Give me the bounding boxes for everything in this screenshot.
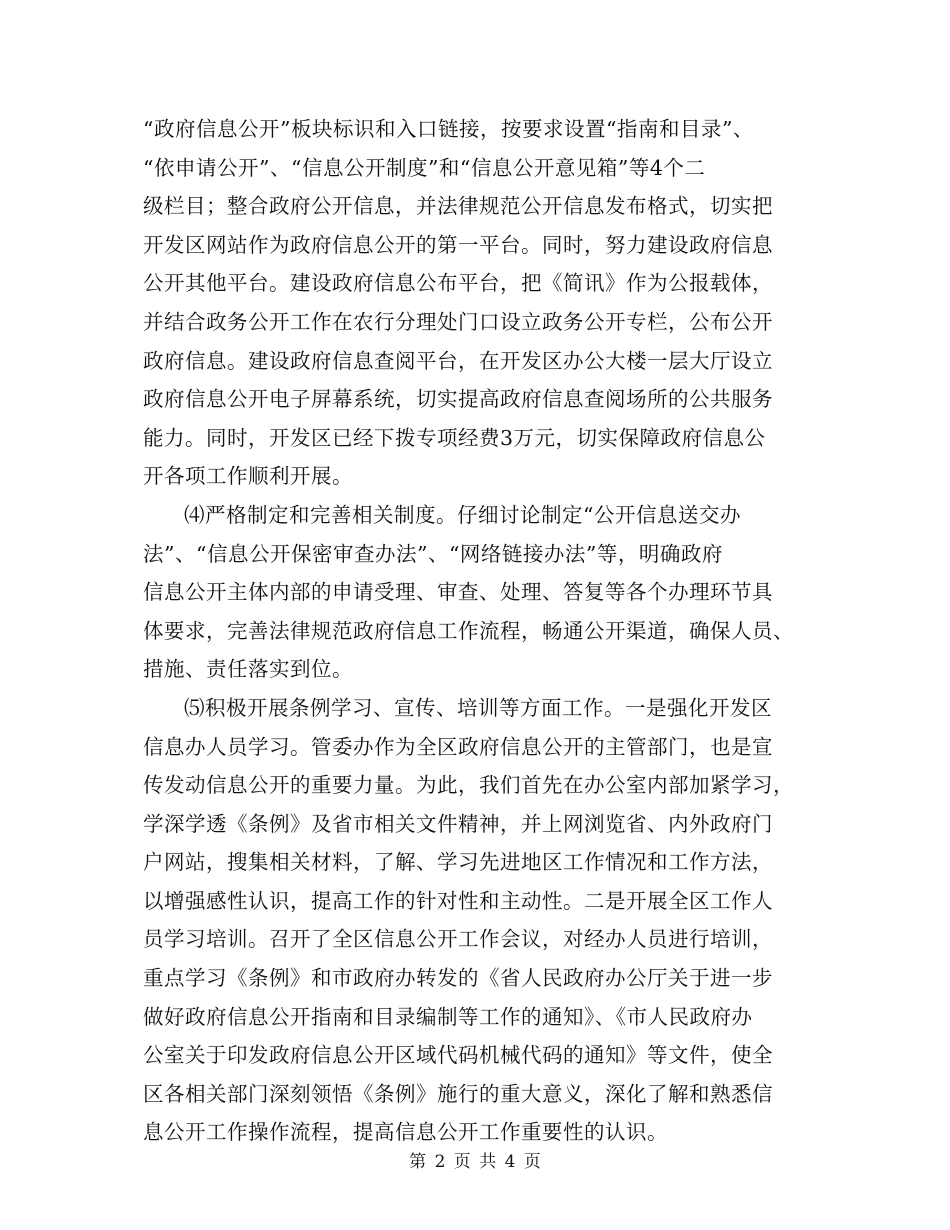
text-line: 并结合政务公开工作在农行分理处门口设立政务公开专栏，公布公开: [143, 309, 773, 334]
text-line: 措施、责任落实到位。: [143, 657, 353, 682]
text-line: 做好政府信息公开指南和目录编制等工作的通知》、《市人民政府办: [143, 1004, 753, 1029]
text-line: 员学习培训。召开了全区信息公开工作会议，对经办人员进行培训，: [143, 927, 773, 952]
text-line: 能力。同时，开发区已经下拨专项经费3万元，切实保障政府信息公: [143, 425, 766, 450]
text-line: “政府信息公开”板块标识和入口链接，按要求设置“指南和目录”、: [143, 117, 754, 141]
text-line: 政府信息公开电子屏幕系统，切实提高政府信息查阅场所的公共服务: [143, 387, 773, 412]
text-line: 级栏目；整合政府公开信息，并法律规范公开信息发布格式，切实把: [143, 194, 773, 219]
text-line: 开发区网站作为政府信息公开的第一平台。同时，努力建设政府信息: [143, 232, 773, 257]
document-body: [143, 110, 808, 1152]
paragraph-2: [143, 496, 808, 689]
text-line: 法”、“信息公开保密审查办法”、“网络链接办法”等，明确政府: [143, 541, 723, 566]
text-line: ⑸积极开展条例学习、宣传、培训等方面工作。一是强化开发区: [184, 695, 772, 720]
paragraph-3: [143, 689, 808, 1152]
text-line: ⑷严格制定和完善相关制度。仔细讨论制定“公开信息送交办: [184, 502, 741, 527]
text-line: 学深学透《条例》及省市相关文件精神，并上网浏览省、内外政府门: [143, 811, 773, 836]
text-line: 公开其他平台。建设政府信息公布平台，把《简讯》作为公报载体，: [143, 271, 773, 296]
text-line: 重点学习《条例》和市政府办转发的《省人民政府办公厅关于进一步: [143, 966, 773, 991]
text-line: 公室关于印发政府信息公开区域代码机械代码的通知》等文件，使全: [143, 1043, 773, 1068]
text-line: 区各相关部门深刻领悟《条例》施行的重大意义，深化了解和熟悉信: [143, 1081, 773, 1106]
text-line: 开各项工作顺利开展。: [143, 464, 353, 489]
text-line: 信息公开主体内部的申请受理、审查、处理、答复等各个办理环节具: [143, 580, 773, 605]
text-line: 以增强感性认识，提高工作的针对性和主动性。二是开展全区工作人: [143, 888, 773, 913]
text-line: “依申请公开”、“信息公开制度”和“信息公开意见箱”等4个二: [143, 155, 706, 180]
text-line: 传发动信息公开的重要力量。为此，我们首先在办公室内部加紧学习，: [143, 773, 794, 798]
page-footer: 第 2 页 共 4 页: [409, 1152, 541, 1172]
text-line: 信息办人员学习。管委办作为全区政府信息公开的主管部门，也是宣: [143, 734, 773, 759]
text-line: 体要求，完善法律规范政府信息工作流程，畅通公开渠道，确保人员、: [143, 618, 794, 643]
text-line: 息公开工作操作流程，提高信息公开工作重要性的认识。: [143, 1120, 668, 1145]
text-line: 户网站，搜集相关材料，了解、学习先进地区工作情况和工作方法，: [143, 850, 773, 875]
text-line: 政府信息。建设政府信息查阅平台，在开发区办公大楼一层大厅设立: [143, 348, 773, 373]
paragraph-1: [143, 110, 808, 496]
